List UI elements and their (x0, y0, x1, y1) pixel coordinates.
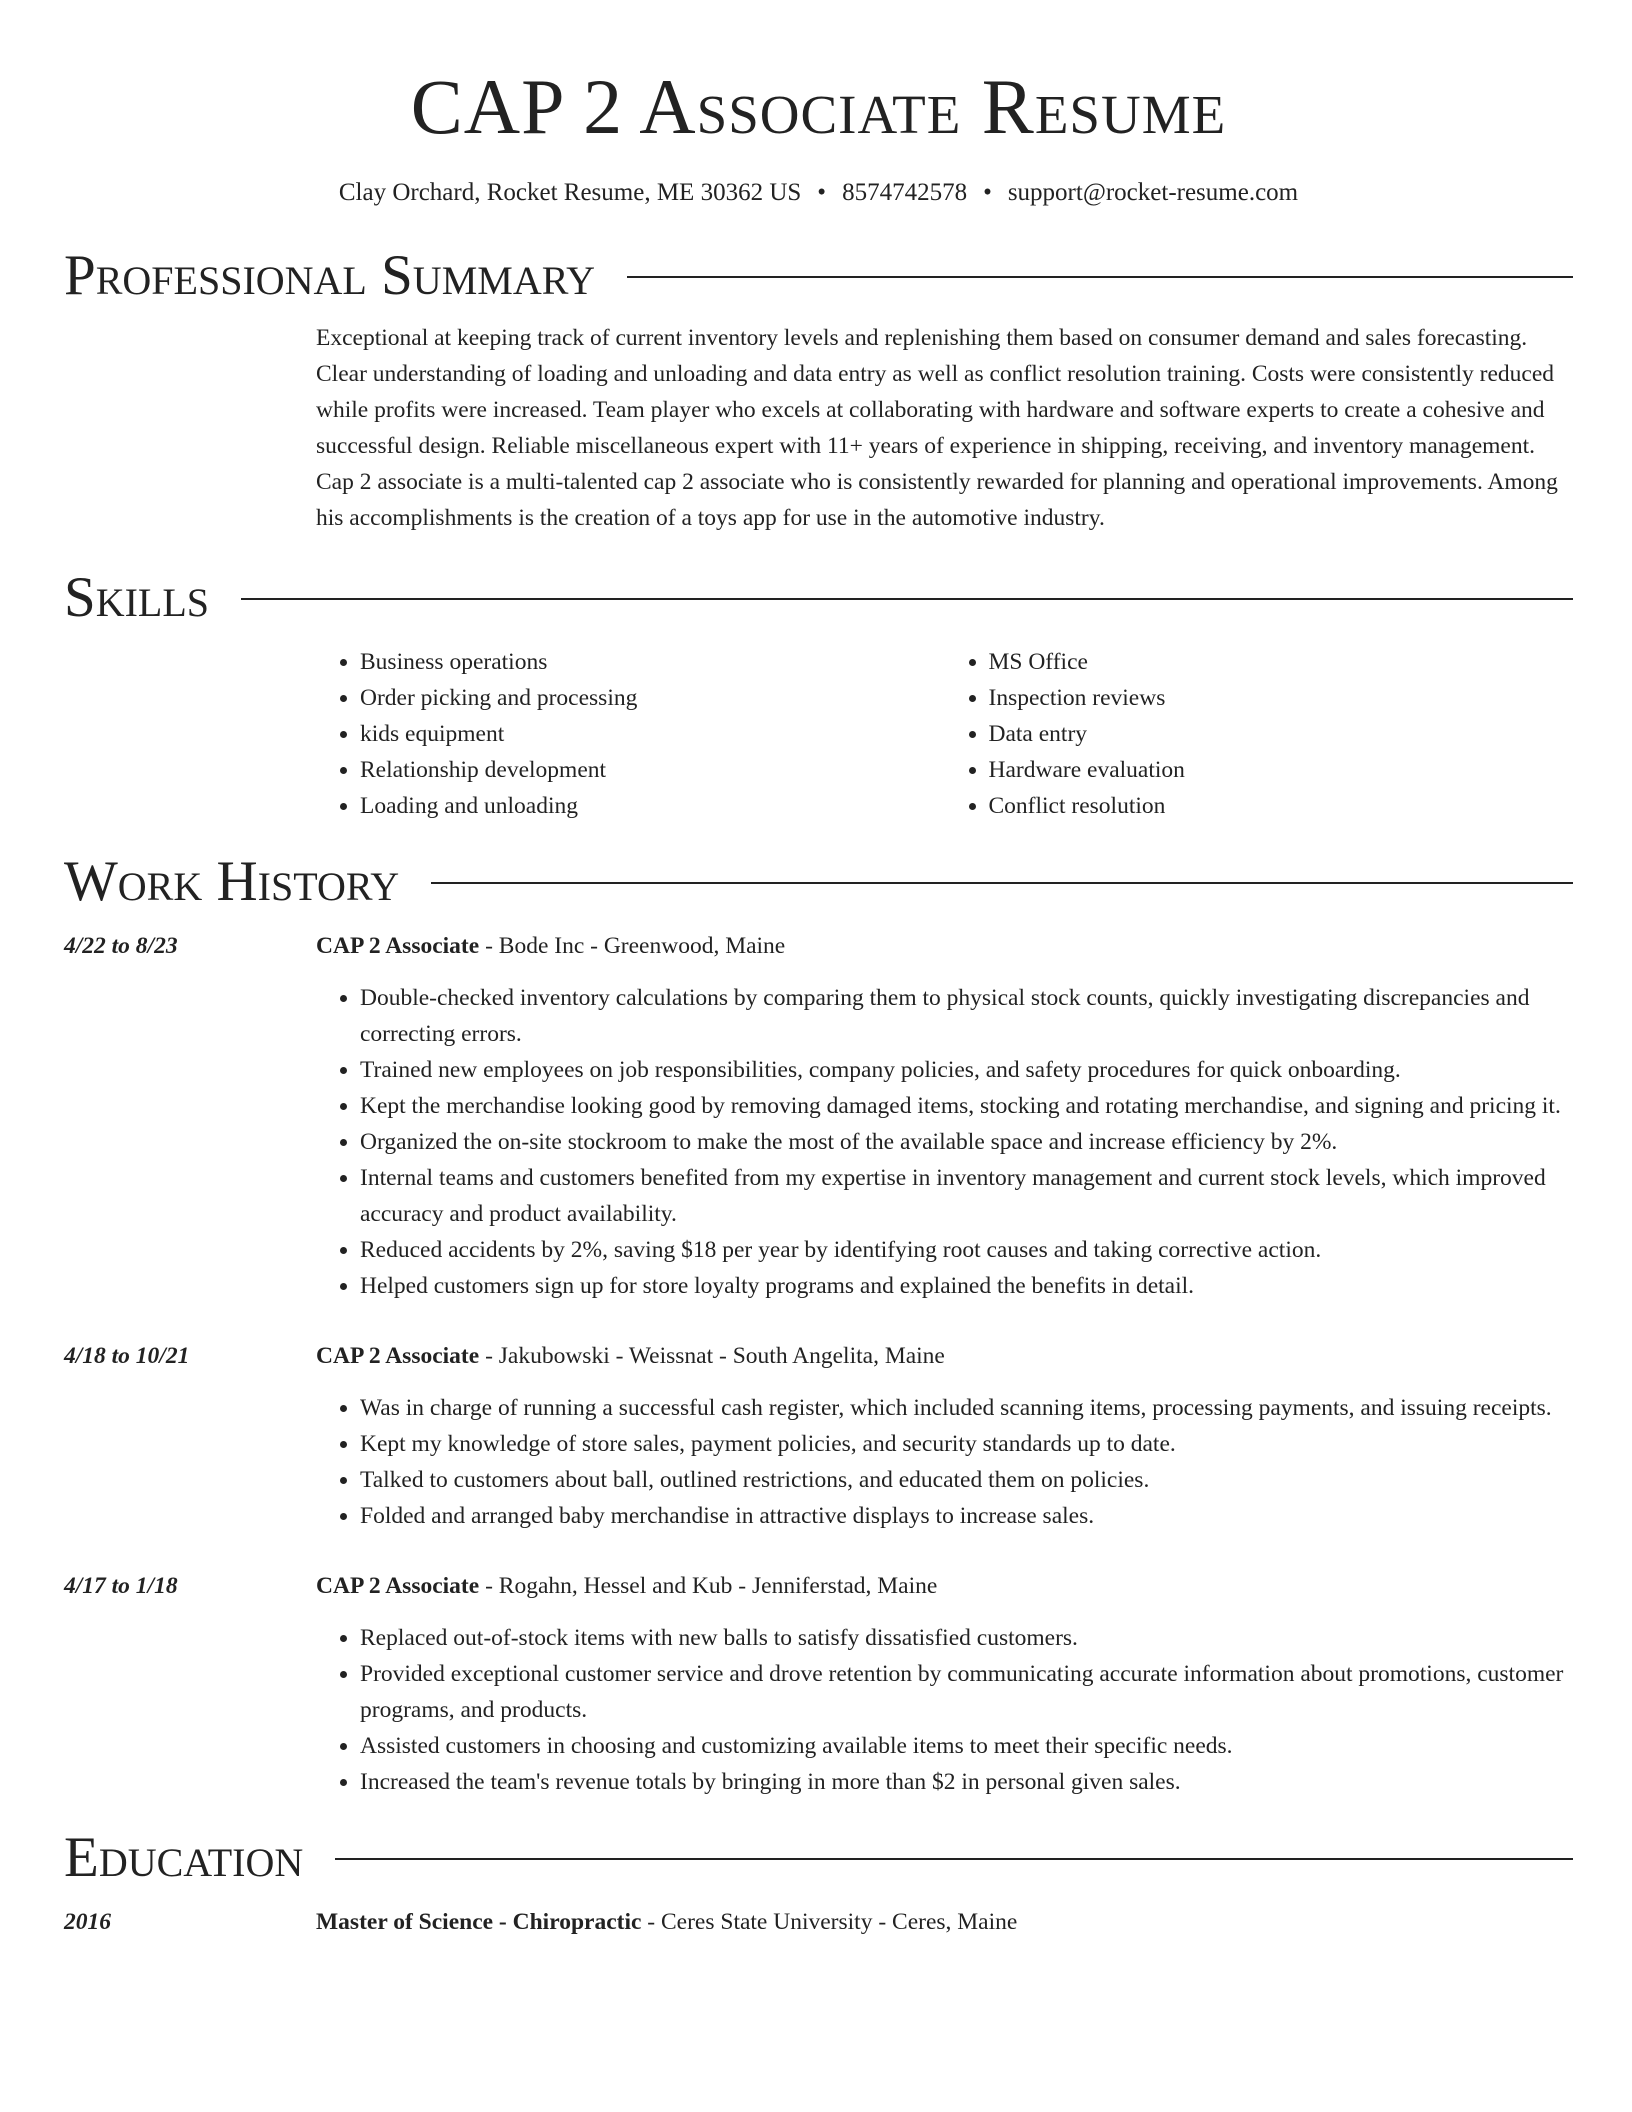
section-divider (431, 882, 1573, 884)
skill-item: • Relationship development (360, 752, 945, 788)
job-bullet: • Helped customers sign up for store loyalty programs and explained the benefits in detail. (360, 1268, 1573, 1304)
contact-phone: 8574742578 (842, 179, 968, 206)
skill-item: • Inspection reviews (989, 680, 1574, 716)
job-dates: 4/17 to 1/18 (64, 1573, 178, 1599)
contact-line (64, 176, 1573, 210)
job-bullet: • Was in charge of running a successful cash register, which included scanning items, processing payments, and issuing receipts. (360, 1390, 1573, 1426)
job-bullets (316, 980, 1573, 1304)
job-dates: 4/18 to 10/21 (64, 1343, 190, 1369)
job-heading (316, 928, 1573, 964)
work-history-list (64, 928, 1573, 1800)
contact-address: Clay Orchard, Rocket Resume, ME 30362 US (338, 179, 802, 206)
job-entry (64, 928, 1573, 1304)
job-employer: - Bode Inc - Greenwood, Maine (479, 933, 786, 959)
job-bullet: • Assisted customers in choosing and customizing available items to meet their specific needs. (360, 1728, 1573, 1764)
education-year: 2016 (64, 1909, 111, 1935)
section-heading: Education (64, 1826, 304, 1889)
education-entry (64, 1904, 1573, 1940)
skill-item: • Hardware evaluation (989, 752, 1574, 788)
education-body (316, 1904, 1573, 1940)
skill-item: • Loading and unloading (360, 788, 945, 824)
job-bullet: • Reduced accidents by 2%, saving $18 per year by identifying root causes and taking corrective action. (360, 1232, 1573, 1268)
section-skills-header (64, 566, 1573, 630)
job-bullets (316, 1620, 1573, 1800)
job-bullet: • Folded and arranged baby merchandise in attractive displays to increase sales. (360, 1498, 1573, 1534)
section-heading: Work History (64, 850, 400, 913)
job-body (316, 1338, 1573, 1534)
skill-item: • Data entry (989, 716, 1574, 752)
resume-title: CAP 2 Associate Resume (410, 63, 1227, 150)
job-entry (64, 1338, 1573, 1534)
contact-email: support@rocket-resume.com (1007, 179, 1299, 206)
skill-item: • Order picking and processing (360, 680, 945, 716)
summary-text: Exceptional at keeping track of current inventory levels and replenishing them based on consumer demand and sales forecasting. Clear understanding of loading and unloading and data entry as well as conflict resolution training. Costs were consistently reduced while profits were increased. Team player who excels at collaborating with hardware and software experts to create a cohesive and successful design. Reliable miscellaneous expert with 11+ years of experience in shipping, receiving, and inventory management. Cap 2 associate is a multi-talented cap 2 associate who is consistently rewarded for planning and operational improvements. Among his accomplishments is the creation of a toys app for use in the automotive industry. (316, 325, 1558, 531)
job-bullet: • Trained new employees on job responsibilities, company policies, and safety procedures for quick onboarding. (360, 1052, 1573, 1088)
skill-item: • Business operations (360, 644, 945, 680)
job-body (316, 928, 1573, 1304)
section-divider (241, 598, 1573, 600)
section-education-header (64, 1826, 1573, 1890)
job-bullet: • Kept my knowledge of store sales, payment policies, and security standards up to date. (360, 1426, 1573, 1462)
job-bullet: • Kept the merchandise looking good by removing damaged items, stocking and rotating merchandise, and signing and pricing it. (360, 1088, 1573, 1124)
skill-item: • MS Office (989, 644, 1574, 680)
job-bullet: • Talked to customers about ball, outlined restrictions, and educated them on policies. (360, 1462, 1573, 1498)
job-title: CAP 2 Associate (316, 1573, 480, 1599)
job-bullets (316, 1390, 1573, 1534)
job-employer: - Rogahn, Hessel and Kub - Jenniferstad, Maine (479, 1573, 938, 1599)
skill-item: • Conflict resolution (989, 788, 1574, 824)
job-dates: 4/22 to 8/23 (64, 933, 178, 959)
section-heading: Professional Summary (64, 244, 596, 307)
job-heading (316, 1338, 1573, 1374)
education-degree: Master of Science - Chiropractic (316, 1909, 642, 1935)
resume-page (64, 0, 1573, 1940)
job-heading (316, 1568, 1573, 1604)
job-body (316, 1568, 1573, 1800)
job-bullet: • Replaced out-of-stock items with new balls to satisfy dissatisfied customers. (360, 1620, 1573, 1656)
contact-separator: • (983, 179, 992, 206)
job-bullet: • Organized the on-site stockroom to make the most of the available space and increase efficiency by 2%. (360, 1124, 1573, 1160)
skills-list (316, 644, 1573, 824)
education-school: - Ceres State University - Ceres, Maine (641, 1909, 1018, 1935)
section-summary-header (64, 244, 1573, 308)
job-title: CAP 2 Associate (316, 933, 480, 959)
contact-separator: • (817, 179, 827, 206)
skills-column-right (945, 644, 1574, 824)
section-heading: Skills (64, 566, 210, 629)
section-divider (627, 276, 1573, 278)
job-title: CAP 2 Associate (316, 1343, 480, 1369)
job-bullet: • Increased the team's revenue totals by bringing in more than $2 in personal given sales. (360, 1764, 1573, 1800)
job-entry (64, 1568, 1573, 1800)
section-work-header (64, 850, 1573, 914)
job-bullet: • Provided exceptional customer service and drove retention by communicating accurate information about promotions, customer programs, and products. (360, 1656, 1573, 1728)
section-divider (335, 1858, 1573, 1860)
job-employer: - Jakubowski - Weissnat - South Angelita, Maine (479, 1343, 945, 1369)
skill-item: • kids equipment (360, 716, 945, 752)
job-bullet: • Double-checked inventory calculations by comparing them to physical stock counts, quickly investigating discrepancies and correcting errors. (360, 980, 1573, 1052)
job-bullet: • Internal teams and customers benefited from my expertise in inventory management and current stock levels, which improved accuracy and product availability. (360, 1160, 1573, 1232)
skills-column-left (316, 644, 945, 824)
